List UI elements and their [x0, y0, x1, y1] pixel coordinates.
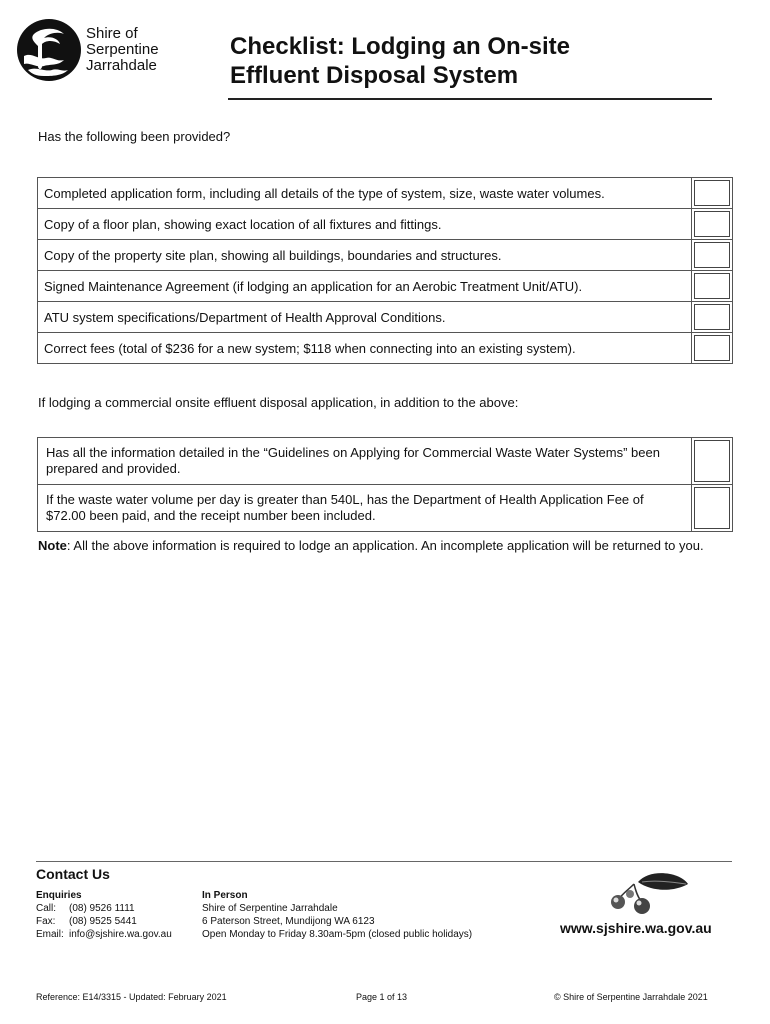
note-body: : All the above information is required to lodge an application. An incomplete application will be returned to you. [66, 538, 704, 553]
shire-logo [16, 18, 176, 82]
note-text [38, 538, 738, 554]
commercial-checklist-table [37, 437, 733, 532]
checklist-item-text: Copy of the property site plan, showing all buildings, boundaries and structures. [38, 240, 692, 271]
checklist-item-text: Has all the information detailed in the “Guidelines on Applying for Commercial Waste Water Systems” been prepared and provided. [38, 438, 692, 485]
checklist-row [38, 271, 733, 302]
checklist-row [38, 438, 733, 485]
in-person-block [202, 889, 472, 941]
contact-title: Contact Us [36, 866, 110, 882]
commercial-intro-text: If lodging a commercial onsite effluent disposal application, in addition to the above: [38, 395, 519, 410]
copyright-text: © Shire of Serpentine Jarrahdale 2021 [554, 992, 708, 1002]
enquiries-block [36, 889, 172, 941]
checklist-item-text: Completed application form, including all details of the type of system, size, waste water volumes. [38, 178, 692, 209]
logo-line-1: Shire of [86, 25, 138, 42]
email-link[interactable]: info@sjshire.wa.gov.au [69, 929, 172, 940]
checklist-item-text: Correct fees (total of $236 for a new system; $118 when connecting into an existing system). [38, 333, 692, 364]
checklist-item-text: Copy of a floor plan, showing exact location of all fixtures and fittings. [38, 209, 692, 240]
page-title [230, 32, 570, 90]
office-name: Shire of Serpentine Jarrahdale [202, 903, 338, 914]
email-label: Email: [36, 929, 64, 940]
checkbox-cell [692, 485, 733, 532]
checkbox-cell [692, 302, 733, 333]
checkbox-cell [692, 333, 733, 364]
checklist-row [38, 209, 733, 240]
checklist-row [38, 302, 733, 333]
checkbox[interactable] [694, 440, 730, 482]
call-label: Call: [36, 903, 57, 914]
checklist-item-text: Signed Maintenance Agreement (if lodging an application for an Aerobic Treatment Unit/ATU). [38, 271, 692, 302]
checkbox-cell [692, 438, 733, 485]
checkbox[interactable] [694, 180, 730, 206]
office-hours: Open Monday to Friday 8.30am-5pm (closed public holidays) [202, 929, 473, 940]
call-number: (08) 9526 1111 [69, 903, 135, 914]
checkbox-cell [692, 209, 733, 240]
shire-logo-icon [16, 18, 82, 82]
enquiries-heading: Enquiries [36, 890, 82, 901]
fax-number: (08) 9525 5441 [69, 916, 137, 927]
checkbox[interactable] [694, 211, 730, 237]
checkbox[interactable] [694, 335, 730, 361]
logo-line-2: Serpentine [86, 41, 159, 58]
checklist-table [37, 177, 733, 364]
fax-row [36, 915, 172, 928]
office-address: 6 Paterson Street, Mundijong WA 6123 [202, 916, 375, 927]
checklist-item-text: ATU system specifications/Department of Health Approval Conditions. [38, 302, 692, 333]
contact-divider [36, 861, 732, 862]
website-link[interactable]: www.sjshire.wa.gov.au [560, 920, 712, 936]
checkbox[interactable] [694, 487, 730, 529]
checkbox[interactable] [694, 273, 730, 299]
checklist-row [38, 485, 733, 532]
gumnut-graphic-icon [608, 870, 690, 916]
checklist-row [38, 240, 733, 271]
in-person-heading: In Person [202, 890, 248, 901]
logo-line-3: Jarrahdale [86, 57, 157, 74]
reference-text: Reference: E14/3315 - Updated: February 2021 [36, 992, 227, 1002]
checkbox-cell [692, 271, 733, 302]
note-label: Note [38, 538, 67, 553]
title-line-2: Effluent Disposal System [230, 62, 519, 89]
title-divider [228, 98, 712, 100]
checklist-row [38, 178, 733, 209]
checklist-row [38, 333, 733, 364]
intro-text: Has the following been provided? [38, 129, 231, 144]
checkbox-cell [692, 240, 733, 271]
page-number: Page 1 of 13 [356, 992, 408, 1002]
title-line-1: Checklist: Lodging an On-site [230, 33, 571, 60]
email-row [36, 928, 172, 941]
call-row [36, 902, 172, 915]
fax-label: Fax: [36, 916, 56, 927]
checkbox-cell [692, 178, 733, 209]
shire-logo-text [86, 26, 159, 74]
checkbox[interactable] [694, 242, 730, 268]
checkbox[interactable] [694, 304, 730, 330]
checklist-item-text: If the waste water volume per day is greater than 540L, has the Department of Health Application Fee of $72.00 been paid, and the receipt number been included. [38, 485, 692, 532]
